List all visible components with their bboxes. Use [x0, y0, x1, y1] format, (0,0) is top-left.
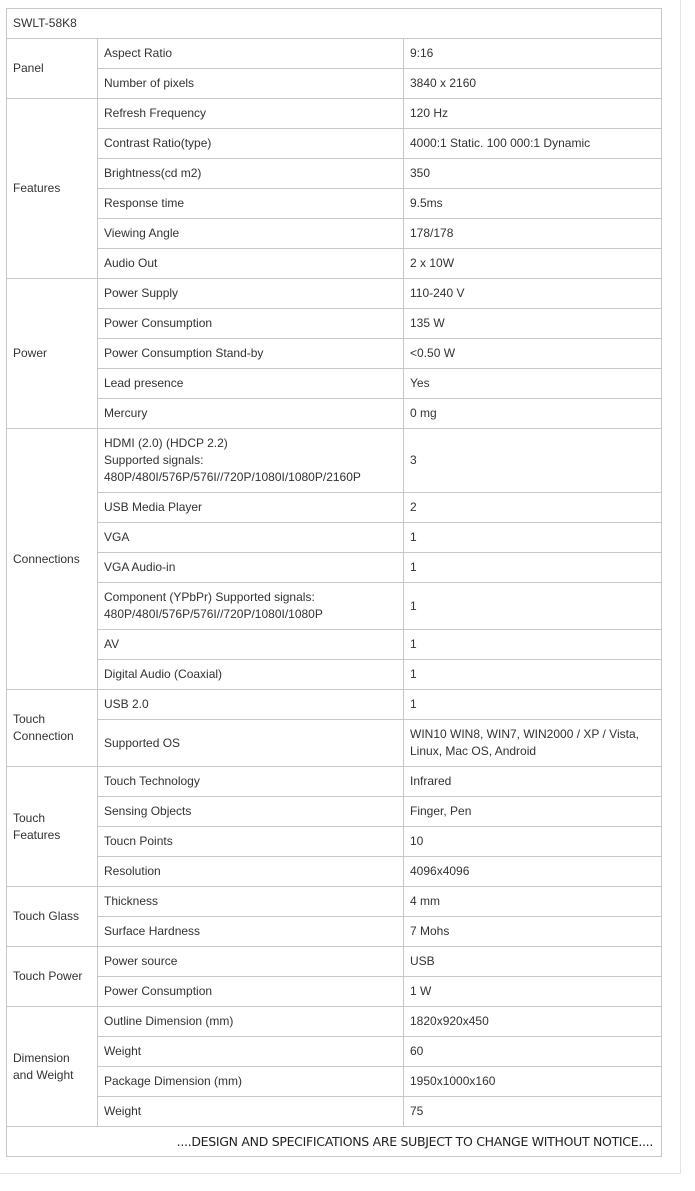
spec-label: Resolution [98, 857, 404, 887]
spec-label: Response time [98, 189, 404, 219]
spec-value: 3 [404, 429, 662, 493]
spec-value: 1 [404, 583, 662, 630]
table-row [7, 429, 662, 493]
table-row [7, 189, 662, 219]
table-row [7, 399, 662, 429]
table-row [7, 159, 662, 189]
footer-notice: ....DESIGN AND SPECIFICATIONS ARE SUBJECT TO CHANGE WITHOUT NOTICE.... [7, 1127, 662, 1157]
spec-label: Package Dimension (mm) [98, 1067, 404, 1097]
table-row [7, 690, 662, 720]
spec-value: 1 [404, 553, 662, 583]
spec-value: 1 W [404, 977, 662, 1007]
table-row [7, 720, 662, 767]
spec-label: Lead presence [98, 369, 404, 399]
spec-table [6, 8, 662, 1157]
spec-value: 4096x4096 [404, 857, 662, 887]
spec-value: 1 [404, 630, 662, 660]
spec-value: <0.50 W [404, 339, 662, 369]
spec-value: Infrared [404, 767, 662, 797]
spec-value: 2 x 10W [404, 249, 662, 279]
spec-label: VGA Audio-in [98, 553, 404, 583]
spec-label: Contrast Ratio(type) [98, 129, 404, 159]
section-name: Touch Features [7, 767, 98, 887]
table-row [7, 219, 662, 249]
spec-value: 4 mm [404, 887, 662, 917]
section-name: Connections [7, 429, 98, 690]
spec-label: Surface Hardness [98, 917, 404, 947]
footer-row [7, 1127, 662, 1157]
table-row [7, 309, 662, 339]
section-name: Touch Power [7, 947, 98, 1007]
table-row [7, 523, 662, 553]
spec-label: HDMI (2.0) (HDCP 2.2) Supported signals: 480P/480I/576P/576I//720P/1080I/1080P/2160P [98, 429, 404, 493]
spec-value: 9:16 [404, 39, 662, 69]
spec-label: Thickness [98, 887, 404, 917]
table-row [7, 553, 662, 583]
spec-label: Audio Out [98, 249, 404, 279]
spec-label: VGA [98, 523, 404, 553]
model-row [7, 9, 662, 39]
spec-label: Power Consumption Stand-by [98, 339, 404, 369]
spec-label: Component (YPbPr) Supported signals: 480P/480I/576P/576I//720P/1080I/1080P [98, 583, 404, 630]
spec-value: 9.5ms [404, 189, 662, 219]
table-row [7, 369, 662, 399]
table-row [7, 827, 662, 857]
spec-label: Weight [98, 1097, 404, 1127]
table-row [7, 583, 662, 630]
spec-label: Refresh Frequency [98, 99, 404, 129]
spec-value: 10 [404, 827, 662, 857]
spec-label: Outline Dimension (mm) [98, 1007, 404, 1037]
spec-value: 1950x1000x160 [404, 1067, 662, 1097]
table-row [7, 129, 662, 159]
spec-value: WIN10 WIN8, WIN7, WIN2000 / XP / Vista, Linux, Mac OS, Android [404, 720, 662, 767]
table-row [7, 797, 662, 827]
spec-label: Digital Audio (Coaxial) [98, 660, 404, 690]
spec-label: USB 2.0 [98, 690, 404, 720]
spec-value: 1 [404, 523, 662, 553]
table-row [7, 1097, 662, 1127]
table-row [7, 249, 662, 279]
table-row [7, 767, 662, 797]
table-row [7, 917, 662, 947]
spec-label: Power Supply [98, 279, 404, 309]
section-name: Panel [7, 39, 98, 99]
spec-label: AV [98, 630, 404, 660]
spec-label: Viewing Angle [98, 219, 404, 249]
table-row [7, 69, 662, 99]
spec-value: 1 [404, 660, 662, 690]
section-name: Touch Connection [7, 690, 98, 767]
spec-value: 110-240 V [404, 279, 662, 309]
table-row [7, 857, 662, 887]
table-row [7, 660, 662, 690]
table-row [7, 1067, 662, 1097]
spec-value: USB [404, 947, 662, 977]
table-row [7, 99, 662, 129]
spec-label: Weight [98, 1037, 404, 1067]
spec-value: 60 [404, 1037, 662, 1067]
spec-label: Power source [98, 947, 404, 977]
spec-label: Toucn Points [98, 827, 404, 857]
spec-value: 4000:1 Static. 100 000:1 Dynamic [404, 129, 662, 159]
spec-value: 3840 x 2160 [404, 69, 662, 99]
model-name: SWLT-58K8 [7, 9, 662, 39]
spec-label: Supported OS [98, 720, 404, 767]
table-row [7, 947, 662, 977]
spec-value: 7 Mohs [404, 917, 662, 947]
spec-value: Yes [404, 369, 662, 399]
section-name: Power [7, 279, 98, 429]
section-name: Dimension and Weight [7, 1007, 98, 1127]
spec-label: Touch Technology [98, 767, 404, 797]
section-name: Features [7, 99, 98, 279]
table-row [7, 1007, 662, 1037]
table-row [7, 1037, 662, 1067]
spec-label: USB Media Player [98, 493, 404, 523]
spec-label: Sensing Objects [98, 797, 404, 827]
table-row [7, 630, 662, 660]
spec-value: 1820x920x450 [404, 1007, 662, 1037]
spec-label: Power Consumption [98, 309, 404, 339]
section-name: Touch Glass [7, 887, 98, 947]
spec-value: 75 [404, 1097, 662, 1127]
spec-value: Finger, Pen [404, 797, 662, 827]
table-row [7, 279, 662, 309]
spec-label: Aspect Ratio [98, 39, 404, 69]
spec-value: 135 W [404, 309, 662, 339]
spec-label: Number of pixels [98, 69, 404, 99]
table-row [7, 493, 662, 523]
spec-label: Brightness(cd m2) [98, 159, 404, 189]
table-row [7, 339, 662, 369]
spec-value: 0 mg [404, 399, 662, 429]
spec-label: Power Consumption [98, 977, 404, 1007]
spec-value: 350 [404, 159, 662, 189]
table-row [7, 887, 662, 917]
spec-table-body [7, 9, 662, 1157]
spec-value: 120 Hz [404, 99, 662, 129]
spec-value: 178/178 [404, 219, 662, 249]
spec-value: 2 [404, 493, 662, 523]
spec-value: 1 [404, 690, 662, 720]
table-row [7, 39, 662, 69]
spec-label: Mercury [98, 399, 404, 429]
table-row [7, 977, 662, 1007]
